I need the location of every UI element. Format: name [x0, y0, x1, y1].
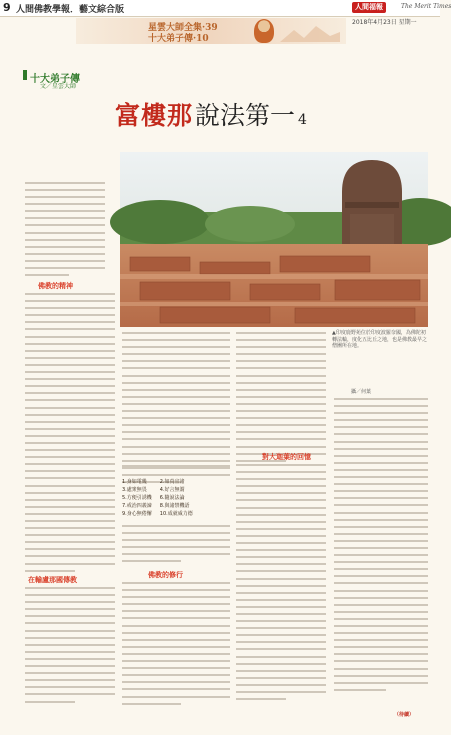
column-4-text [334, 398, 428, 696]
column-1-text-a [25, 293, 115, 577]
series-bar [23, 70, 27, 80]
list-intro [122, 465, 230, 472]
column-2-text-b [122, 525, 230, 568]
title-number: 4 [298, 112, 307, 128]
list-col-b [160, 478, 193, 518]
stupa-photo-image [120, 152, 428, 327]
photo-caption [332, 330, 428, 388]
column-2-text-c [122, 582, 230, 710]
list-item: 6.隨說法論 [159, 495, 185, 501]
banner-title-2: 十大弟子傳·10 [148, 34, 209, 44]
merits-list [122, 478, 232, 518]
banner-title-1: 星雲大師全集·39 [148, 23, 218, 33]
article-title [115, 96, 307, 132]
title-sub: 說法第一 [195, 101, 296, 130]
section-title-4: 對大迦葉的回憶 [262, 453, 311, 461]
column-3-text-b [236, 464, 326, 705]
title-main: 富樓那 [115, 101, 194, 130]
column-1-text-b [25, 587, 115, 708]
list-item: 8.與諸禁機語 [159, 503, 190, 509]
list-col-a [122, 478, 152, 518]
masthead-logo-en: The Merit Times [401, 3, 451, 10]
list-item: 2.如真宜諸 [159, 479, 185, 485]
photo-credit: 攝／何葉 [351, 389, 372, 395]
photo-sarnath [120, 152, 428, 327]
monk-portrait-icon [254, 19, 274, 43]
list-item: 3.處衆無畏 [122, 487, 147, 493]
page-number: 9 [3, 1, 11, 14]
section-title-3: 佛教的修行 [148, 571, 183, 579]
list-item: 1.身如電幾 [122, 479, 147, 485]
column-3-text-a [236, 332, 326, 467]
section-title-1: 佛教的精神 [38, 282, 73, 290]
lead-paragraph [25, 182, 105, 281]
to-be-continued: （待續） [394, 712, 415, 718]
caption-text: ▲印度鹿野苑位於印度波羅奈國，為佛陀初轉法輪，度化五比丘之地，也是佛教最早之僧團所在地。 [332, 330, 428, 350]
masthead-logo: 人間福報 [352, 2, 386, 13]
list-item: 4.好言無謂 [159, 487, 185, 493]
mountains-icon [280, 24, 340, 42]
list-item: 9.身心無倦懈 [122, 511, 152, 517]
issue-date: 2018年4月23日 星期一 [352, 19, 417, 26]
list-item: 10.成就威力德 [159, 511, 193, 517]
list-item: 5.方便引誘機 [122, 495, 152, 501]
section-title-2: 在輸盧那國傳教 [28, 576, 77, 584]
series-label: 十大弟子傳 [30, 74, 80, 85]
byline: 文／星雲大師 [40, 83, 77, 90]
list-item: 7.戒治四義諦 [122, 503, 152, 509]
paper-name: 人間佛教學報．藝文綜合版 [16, 5, 125, 15]
top-bar [0, 0, 451, 17]
